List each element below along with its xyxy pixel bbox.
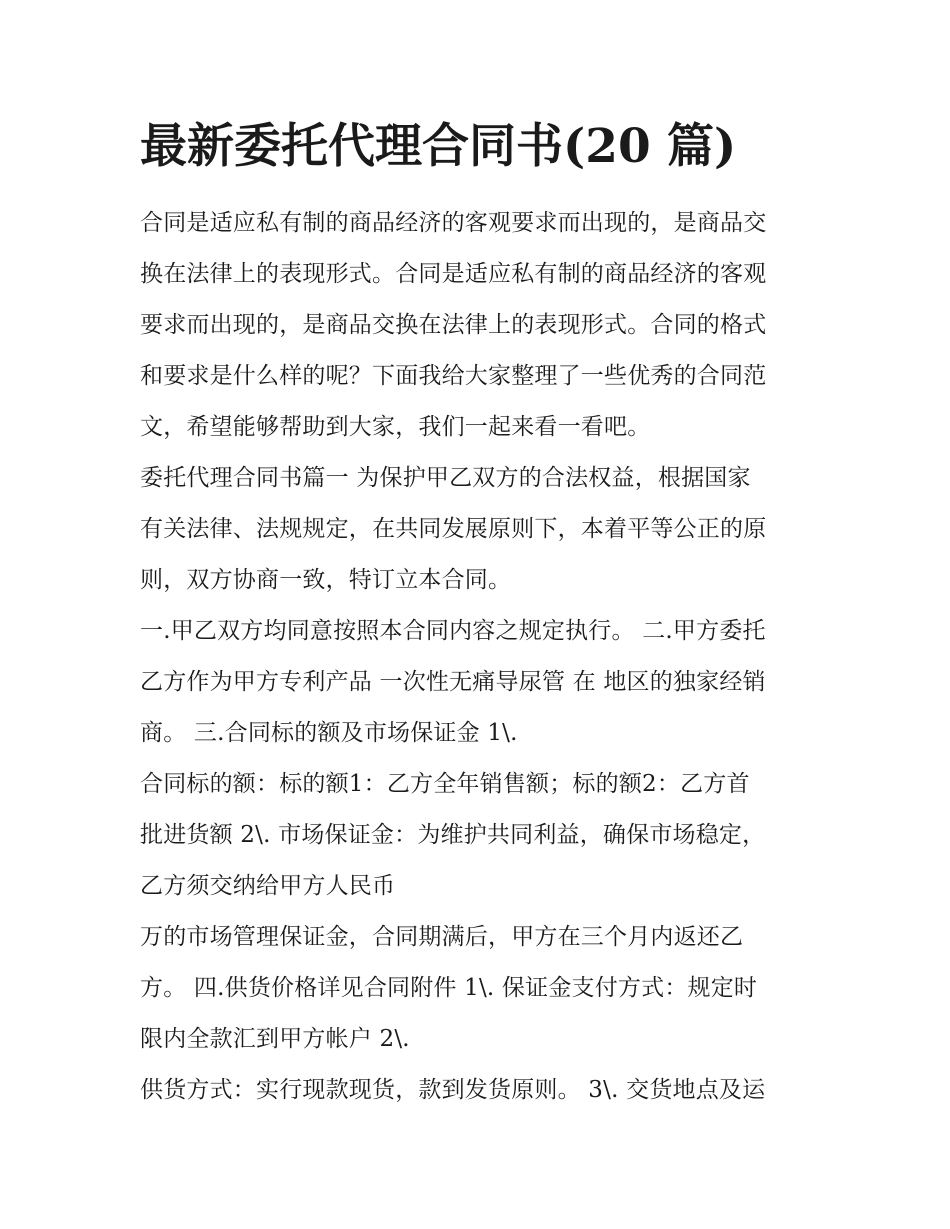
text-line: 和要求是什么样的呢？下面我给大家整理了一些优秀的合同范 — [140, 363, 767, 389]
document-title: 最新委托代理合同书(20 篇) — [140, 119, 737, 174]
text-line: 限内全款汇到甲方帐户 2\. — [140, 1026, 410, 1052]
text-line: 合同标的额：标的额1：乙方全年销售额；标的额2：乙方首 — [140, 771, 750, 797]
text-line: 乙方须交纳给甲方人民币 — [140, 873, 396, 899]
text-line: 委托代理合同书篇一 为保护甲乙双方的合法权益，根据国家 — [140, 465, 751, 491]
text-line: 万的市场管理保证金，合同期满后，甲方在三个月内返还乙 — [140, 924, 744, 950]
document-body — [140, 200, 830, 1118]
text-line: 有关法律、法规规定，在共同发展原则下，本着平等公正的原 — [140, 516, 767, 542]
text-line: 一.甲乙双方均同意按照本合同内容之规定执行。 二.甲方委托 — [140, 618, 766, 644]
text-line: 乙方作为甲方专利产品 一次性无痛导尿管 在 地区的独家经销 — [140, 669, 766, 695]
text-line: 文，希望能够帮助到大家，我们一起来看一看吧。 — [140, 414, 651, 440]
text-line: 批进货额 2\. 市场保证金：为维护共同利益，确保市场稳定， — [140, 822, 766, 848]
text-line: 商。 三.合同标的额及市场保证金 1\. — [140, 720, 518, 746]
text-line: 方。 四.供货价格详见合同附件 1\. 保证金支付方式：规定时 — [140, 975, 758, 1001]
text-line: 合同是适应私有制的商品经济的客观要求而出现的，是商品交 — [140, 210, 767, 236]
text-line: 换在法律上的表现形式。合同是适应私有制的商品经济的客观 — [140, 261, 767, 287]
text-line: 要求而出现的，是商品交换在法律上的表现形式。合同的格式 — [140, 312, 767, 338]
text-line: 供货方式：实行现款现货，款到发货原则。 3\. 交货地点及运 — [140, 1077, 766, 1103]
text-line: 则，双方协商一致，特订立本合同。 — [140, 567, 512, 593]
